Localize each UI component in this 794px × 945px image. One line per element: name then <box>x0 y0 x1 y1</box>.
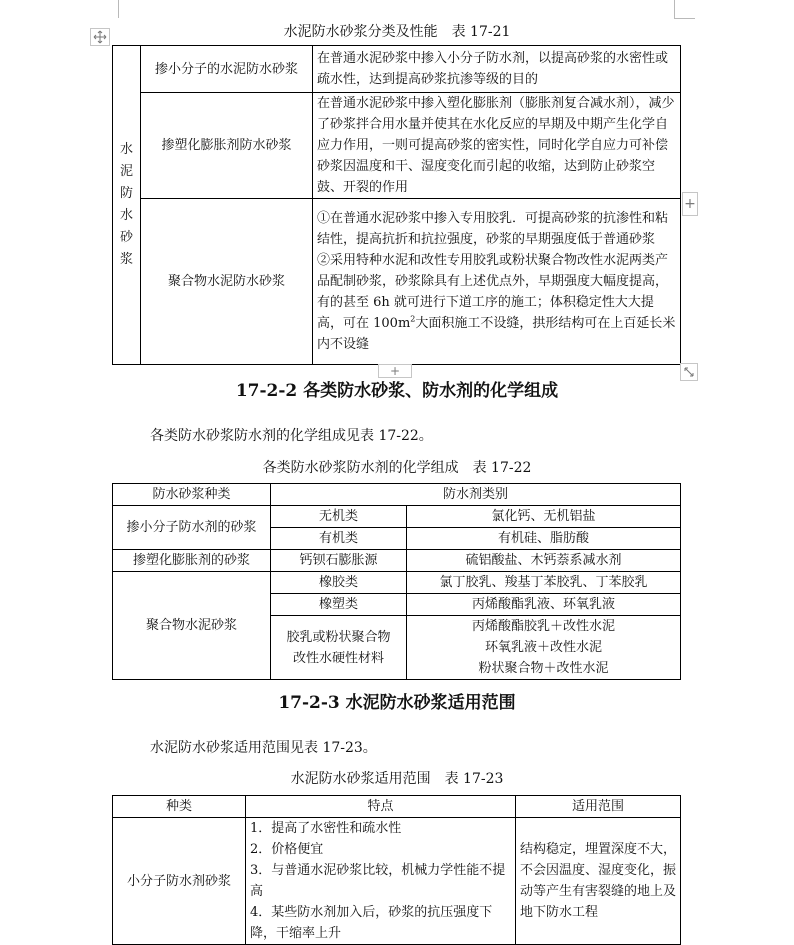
column-header: 防水剂类别 <box>271 484 681 506</box>
table-move-handle[interactable] <box>90 28 110 46</box>
agent-type: 橡塑类 <box>271 594 407 616</box>
description-item-2: ②采用特种水泥和改性专用胶乳或粉状聚合物改性水泥两类产品配制砂浆，砂浆除具有上述优点外，早期强度大幅度提高，有的甚至 6h 就可进行下道工序的施工；体积稳定性大大提高，可在 $100m^2$大面积施工不设缝，拱形结构可在上百延长米内不设缝 <box>317 253 676 352</box>
resize-icon <box>683 366 695 378</box>
add-row-button[interactable] <box>378 364 412 378</box>
mortar-type-name: 掺小分子的水泥防水砂浆 <box>141 46 313 93</box>
agent-examples: 氯丁胶乳、羧基丁苯胶乳、丁苯胶乳 <box>407 572 681 594</box>
page-corner-mark <box>118 0 120 18</box>
list-item: 3．与普通水泥砂浆比较，机械力学性能不提高 <box>250 863 506 899</box>
agent-examples: 硫铝酸盐、木钙萘系减水剂 <box>407 550 681 572</box>
page-corner-mark <box>674 0 695 19</box>
table-caption: 水泥防水砂浆适用范围 表 17-23 <box>290 771 504 787</box>
agent-type: 有机类 <box>271 528 407 550</box>
table-row <box>113 46 681 93</box>
list-item: 2．价格便宜 <box>250 842 324 857</box>
table-row <box>113 93 681 199</box>
plus-icon: + <box>684 196 696 212</box>
group-label-cement-mortar: 水 泥 防 水 砂 浆 <box>113 46 141 365</box>
mortar-type-name: 聚合物水泥防水砂浆 <box>141 199 313 365</box>
agent-examples: 氯化钙、无机铝盐 <box>407 506 681 528</box>
mortar-category: 掺塑化膨胀剂的砂浆 <box>113 550 271 572</box>
mortar-type-name: 小分子防水剂砂浆 <box>113 818 246 945</box>
table-resize-handle[interactable] <box>680 363 698 381</box>
agent-type: 钙钡石膨胀源 <box>271 550 407 572</box>
features-list <box>246 818 516 945</box>
description-item-1: ①在普通水泥砂浆中掺入专用胶乳．可提高砂浆的抗渗性和粘结性，提高抗折和抗拉强度，砂浆的早期强度低于普通砂浆 <box>317 211 669 247</box>
mortar-category: 掺小分子防水剂的砂浆 <box>113 506 271 550</box>
table-row <box>113 572 681 594</box>
table-row <box>113 818 681 945</box>
add-column-button[interactable] <box>682 192 698 216</box>
mortar-type-name: 掺塑化膨胀剂防水砂浆 <box>141 93 313 199</box>
column-header: 适用范围 <box>516 796 681 818</box>
mortar-type-description: 在普通水泥砂浆中掺入小分子防水剂，以提高砂浆的水密性或疏水性，达到提高砂浆抗渗等级的目的 <box>313 46 681 93</box>
table-row <box>113 199 681 365</box>
agent-examples: 丙烯酸酯乳液、环氧乳液 <box>407 594 681 616</box>
agent-examples: 有机硅、脂肪酸 <box>407 528 681 550</box>
column-header: 防水砂浆种类 <box>113 484 271 506</box>
agent-examples: 丙烯酸酯胶乳＋改性水泥 环氧乳液＋改性水泥 粉状聚合物＋改性水泥 <box>407 616 681 680</box>
mortar-type-description <box>313 199 681 365</box>
application-table <box>112 795 681 945</box>
table-header-row <box>113 796 681 818</box>
table-caption: 各类防水砂浆防水剂的化学组成 表 17-22 <box>262 460 532 476</box>
column-header: 特点 <box>246 796 516 818</box>
plus-icon: + <box>389 364 401 378</box>
section-heading: 17-2-3 水泥防水砂浆适用范围 <box>278 693 516 713</box>
table-header-row <box>113 484 681 506</box>
paragraph: 各类防水砂浆防水剂的化学组成见表 17-22。 <box>150 428 433 444</box>
table-caption: 水泥防水砂浆分类及性能 表 17-21 <box>283 24 511 40</box>
section-heading: 17-2-2 各类防水砂浆、防水剂的化学组成 <box>235 381 559 401</box>
classification-table <box>112 45 681 365</box>
column-header: 种类 <box>113 796 246 818</box>
composition-table <box>112 483 681 680</box>
mortar-type-description: 在普通水泥砂浆中掺入塑化膨胀剂（膨胀剂复合减水剂），减少了砂浆拌合用水量并使其在水化反应的早期及中期产生化学自应力作用，一则可提高砂浆的密实性，同时化学自应力可补偿砂浆因温度和干、湿度变化而引起的收缩，达到防止砂浆空鼓、开裂的作用 <box>313 93 681 199</box>
paragraph: 水泥防水砂浆适用范围见表 17-23。 <box>150 740 377 756</box>
agent-type: 胶乳或粉状聚合物 改性水硬性材料 <box>271 616 407 680</box>
application-scope: 结构稳定，埋置深度不大，不会因温度、湿度变化，振动等产生有害裂缝的地上及地下防水工程 <box>516 818 681 945</box>
move-icon <box>93 30 107 44</box>
agent-type: 橡胶类 <box>271 572 407 594</box>
list-item: 1．提高了水密性和疏水性 <box>250 821 402 836</box>
mortar-category: 聚合物水泥砂浆 <box>113 572 271 680</box>
table-row <box>113 550 681 572</box>
agent-type: 无机类 <box>271 506 407 528</box>
list-item: 4．某些防水剂加入后，砂浆的抗压强度下降，干缩率上升 <box>250 905 493 941</box>
table-row <box>113 506 681 528</box>
